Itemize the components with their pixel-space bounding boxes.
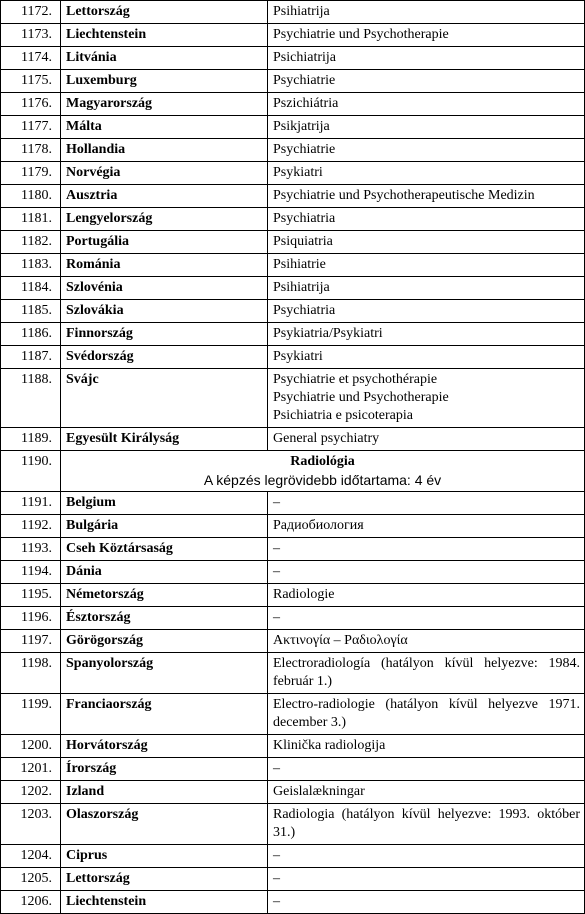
- row-number: 1172.: [1, 1, 61, 24]
- country-name: Izland: [61, 781, 268, 804]
- row-number: 1199.: [1, 694, 61, 735]
- specialty-name: Psychiatrie und Psychotherapie: [273, 390, 449, 405]
- table-row: [1, 300, 585, 323]
- specialty-name-cell: [268, 758, 585, 781]
- specialty-name-cell: [268, 781, 585, 804]
- specialty-name: Psychiatrie und Psychotherapeutische Medizin: [273, 188, 535, 203]
- table-row: [1, 607, 585, 630]
- table-row: [1, 346, 585, 369]
- country-name: Ciprus: [61, 845, 268, 868]
- table-row: [1, 231, 585, 254]
- table-row: [1, 185, 585, 208]
- table-row: [1, 323, 585, 346]
- country-name: Belgium: [61, 492, 268, 515]
- row-number: 1177.: [1, 116, 61, 139]
- specialty-name-cell: [268, 492, 585, 515]
- specialty-name: Psychiatrie et psychothérapie: [273, 372, 438, 387]
- country-name: Málta: [61, 116, 268, 139]
- row-number: 1187.: [1, 346, 61, 369]
- row-number: 1189.: [1, 428, 61, 451]
- table-row: [1, 561, 585, 584]
- section-title-cell: [61, 451, 585, 492]
- country-name: Spanyolország: [61, 653, 268, 694]
- specialty-name-cell: [268, 845, 585, 868]
- table-row: [1, 804, 585, 845]
- table-row: [1, 70, 585, 93]
- country-name: Egyesült Királyság: [61, 428, 268, 451]
- specialty-name-cell: [268, 70, 585, 93]
- specialty-name: –: [273, 564, 280, 579]
- table-row: [1, 93, 585, 116]
- specialty-name: Electroradiología (hatályon kívül helyezve: 1984. február 1.): [273, 656, 580, 689]
- row-number: 1175.: [1, 70, 61, 93]
- table-row: [1, 47, 585, 70]
- table-row: [1, 24, 585, 47]
- row-number: 1178.: [1, 139, 61, 162]
- section-subtitle: A képzés legrövidebb időtartama: 4 év: [203, 472, 442, 488]
- specialty-name-cell: [268, 116, 585, 139]
- country-name: Ausztria: [61, 185, 268, 208]
- table-row: [1, 891, 585, 914]
- country-name: Olaszország: [61, 804, 268, 845]
- country-name: Magyarország: [61, 93, 268, 116]
- table-row: [1, 254, 585, 277]
- specialty-name: –: [273, 871, 280, 886]
- section-header: [1, 451, 585, 492]
- table-row: [1, 653, 585, 694]
- country-name: Szlovákia: [61, 300, 268, 323]
- table-row: [1, 1, 585, 24]
- specialty-name: Psychiatrie und Psychotherapie: [273, 27, 449, 42]
- specialty-name: Psihiatrie: [273, 257, 326, 272]
- row-number: 1197.: [1, 630, 61, 653]
- section-title: Radiológia: [290, 454, 355, 469]
- country-name: Lengyelország: [61, 208, 268, 231]
- row-number: 1183.: [1, 254, 61, 277]
- specialty-name: Radiologia (hatályon kívül helyezve: 1993. október 31.): [273, 807, 580, 840]
- specialty-name-cell: [268, 139, 585, 162]
- specialty-name: Psikjatrija: [273, 119, 330, 134]
- row-number: 1201.: [1, 758, 61, 781]
- country-name: Románia: [61, 254, 268, 277]
- specialty-name-cell: [268, 868, 585, 891]
- country-name: Finnország: [61, 323, 268, 346]
- row-number: 1185.: [1, 300, 61, 323]
- country-name: Liechtenstein: [61, 891, 268, 914]
- specialty-name-cell: [268, 254, 585, 277]
- section-row: [1, 451, 585, 492]
- specialty-name-cell: [268, 277, 585, 300]
- table-row: [1, 515, 585, 538]
- country-name: Hollandia: [61, 139, 268, 162]
- country-name: Svájc: [61, 369, 268, 428]
- specialty-name-cell: [268, 185, 585, 208]
- table-row: [1, 781, 585, 804]
- row-number: 1206.: [1, 891, 61, 914]
- specialty-name: –: [273, 495, 280, 510]
- row-number: 1174.: [1, 47, 61, 70]
- table-row: [1, 758, 585, 781]
- row-number: 1184.: [1, 277, 61, 300]
- row-number: 1181.: [1, 208, 61, 231]
- specialty-name: –: [273, 761, 280, 776]
- specialty-name-cell: [268, 694, 585, 735]
- specialty-name: Psychiatria: [273, 303, 336, 318]
- table-row: [1, 162, 585, 185]
- row-number: 1180.: [1, 185, 61, 208]
- specialty-name: –: [273, 894, 280, 909]
- specialty-name: Geislalækningar: [273, 784, 365, 799]
- specialty-name: Pszichiátria: [273, 96, 339, 111]
- country-name: Dánia: [61, 561, 268, 584]
- table-row: [1, 868, 585, 891]
- country-name: Horvátország: [61, 735, 268, 758]
- table-row: [1, 845, 585, 868]
- specialty-name-cell: [268, 208, 585, 231]
- specialty-name-cell: [268, 607, 585, 630]
- specialty-name: Radiologie: [273, 587, 335, 602]
- specialty-name: Psychiatrie: [273, 73, 336, 88]
- specialty-name-cell: [268, 630, 585, 653]
- table-row: [1, 538, 585, 561]
- table-row: [1, 277, 585, 300]
- row-number: 1192.: [1, 515, 61, 538]
- specialty-name: –: [273, 610, 280, 625]
- table-row: [1, 630, 585, 653]
- country-name: Lettország: [61, 1, 268, 24]
- specialty-name: –: [273, 541, 280, 556]
- row-number: 1196.: [1, 607, 61, 630]
- specialty-name-cell: [268, 538, 585, 561]
- table-body-radiology: [1, 492, 585, 914]
- row-number: 1198.: [1, 653, 61, 694]
- specialty-name-cell: [268, 93, 585, 116]
- specialty-name: Psychiatrie: [273, 142, 336, 157]
- table-row: [1, 492, 585, 515]
- specialty-name-cell: [268, 891, 585, 914]
- country-name: Luxemburg: [61, 70, 268, 93]
- specialty-name: Psichiatria e psicoterapia: [273, 408, 413, 423]
- row-number: 1191.: [1, 492, 61, 515]
- country-name: Liechtenstein: [61, 24, 268, 47]
- row-number: 1203.: [1, 804, 61, 845]
- specialty-name-cell: [268, 323, 585, 346]
- specialty-name-cell: [268, 346, 585, 369]
- specialty-name-cell: [268, 804, 585, 845]
- table-row: [1, 369, 585, 428]
- country-name: Bulgária: [61, 515, 268, 538]
- specialty-name-cell: [268, 369, 585, 428]
- row-number: 1202.: [1, 781, 61, 804]
- country-name: Szlovénia: [61, 277, 268, 300]
- row-number: 1182.: [1, 231, 61, 254]
- country-name: Cseh Köztársaság: [61, 538, 268, 561]
- country-name: Norvégia: [61, 162, 268, 185]
- table-row: [1, 735, 585, 758]
- row-number: 1200.: [1, 735, 61, 758]
- specialty-name-cell: [268, 231, 585, 254]
- country-name: Észtország: [61, 607, 268, 630]
- specialty-name: –: [273, 848, 280, 863]
- specialty-name-cell: [268, 47, 585, 70]
- row-number: 1179.: [1, 162, 61, 185]
- table-body-psychiatry: [1, 1, 585, 451]
- specialty-name-cell: [268, 561, 585, 584]
- row-number: 1186.: [1, 323, 61, 346]
- country-name: Svédország: [61, 346, 268, 369]
- row-number: 1195.: [1, 584, 61, 607]
- specialty-name-cell: [268, 515, 585, 538]
- specialty-name: Psiquiatria: [273, 234, 333, 249]
- table-row: [1, 208, 585, 231]
- country-name: Görögország: [61, 630, 268, 653]
- table-row: [1, 428, 585, 451]
- table-row: [1, 139, 585, 162]
- table-row: [1, 584, 585, 607]
- specialty-name: Electro-radiologie (hatályon kívül helyezve 1971. december 3.): [273, 697, 580, 730]
- row-number: 1194.: [1, 561, 61, 584]
- country-name: Lettország: [61, 868, 268, 891]
- country-name: Portugália: [61, 231, 268, 254]
- specialty-name-cell: [268, 162, 585, 185]
- specialty-name-cell: [268, 735, 585, 758]
- country-name: Írország: [61, 758, 268, 781]
- specialty-name: Psihiatrija: [273, 4, 330, 19]
- row-number: 1173.: [1, 24, 61, 47]
- specialty-name: Psykiatri: [273, 349, 323, 364]
- specialty-name-cell: [268, 653, 585, 694]
- table-row: [1, 694, 585, 735]
- specialty-name-cell: [268, 1, 585, 24]
- specialty-name-cell: [268, 300, 585, 323]
- row-number: 1188.: [1, 369, 61, 428]
- table-row: [1, 116, 585, 139]
- specialty-name: Psichiatrija: [273, 50, 336, 65]
- specialty-name: Psihiatrija: [273, 280, 330, 295]
- specialty-name: Psykiatri: [273, 165, 323, 180]
- row-number: 1176.: [1, 93, 61, 116]
- section-number: 1190.: [1, 451, 61, 492]
- specialty-name: General psychiatry: [273, 431, 380, 446]
- country-name: Németország: [61, 584, 268, 607]
- specialty-name: Ακτινογία – Ραδιολογία: [273, 633, 408, 648]
- row-number: 1205.: [1, 868, 61, 891]
- row-number: 1204.: [1, 845, 61, 868]
- specialty-name: Радиобиология: [273, 518, 364, 533]
- specialty-name: Klinička radiologija: [273, 738, 386, 753]
- specialty-name-cell: [268, 24, 585, 47]
- specialty-name-cell: [268, 428, 585, 451]
- specialty-name: Psychiatria: [273, 211, 336, 226]
- specialty-name: Psykiatria/Psykiatri: [273, 326, 383, 341]
- country-name: Franciaország: [61, 694, 268, 735]
- country-name: Litvánia: [61, 47, 268, 70]
- row-number: 1193.: [1, 538, 61, 561]
- specialty-name-cell: [268, 584, 585, 607]
